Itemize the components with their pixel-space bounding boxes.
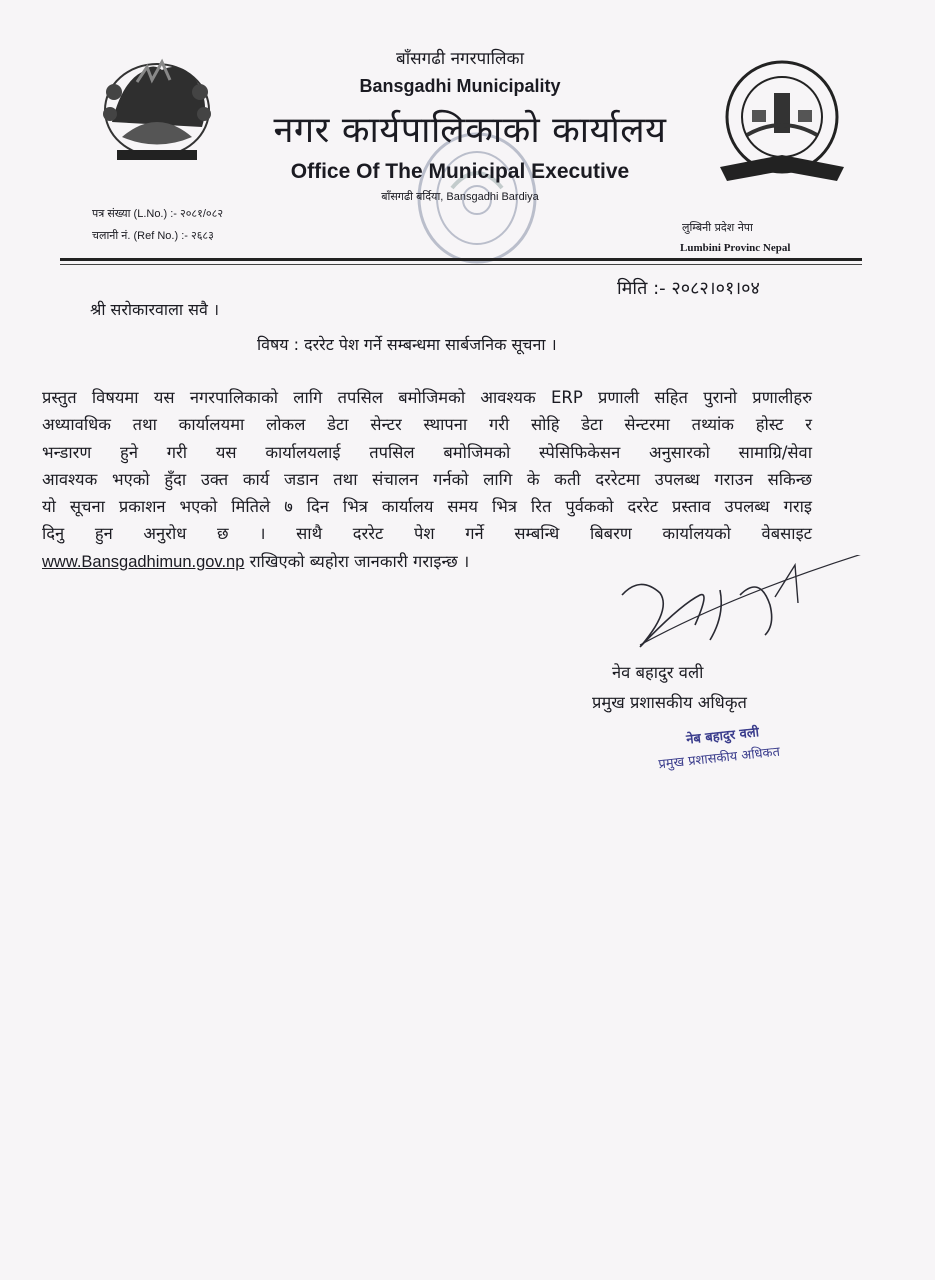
letter-number: पत्र संख्या (L.No.) :- २०८१/०८२ <box>92 208 224 220</box>
municipality-name-en: Bansgadhi Municipality <box>359 76 561 96</box>
salutation: श्री सरोकारवाला सवै । <box>90 300 220 319</box>
letter-date: मिति :- २०८२।०१।०४ <box>617 278 760 299</box>
signatory-name: नेव बहादुर वली <box>612 663 704 682</box>
body-line: भन्डारण हुने गरी यस कार्यालयलाई तपसिल बमोजिमको स्पेसिफिकेसन अनुसारको सामाग्रि/सेवा <box>42 442 812 462</box>
closing-text: राखिएको ब्यहोरा जानकारी गराइन्छ । <box>244 551 470 571</box>
office-title-en: Office Of The Municipal Executive <box>290 160 630 183</box>
province-name-np: लुम्बिनी प्रदेश नेपा <box>682 221 753 234</box>
province-name-en: Lumbini Provinc Nepal <box>680 242 791 254</box>
stamp-name: नेब बहादुर वली <box>685 725 760 748</box>
office-address: बाँसगढी बर्दिया, Bansgadhi Bardiya <box>381 191 539 203</box>
header-divider-thin <box>60 264 862 265</box>
office-title-np: नगर कार्यपालिकाको कार्यालय <box>273 110 667 151</box>
letter-body <box>42 384 812 576</box>
body-line: यो सूचना प्रकाशन भएको मितिले ७ दिन भित्र कार्यालय समय भित्र रित पुर्वकको दररेट प्रस्ताव उपलब्ध गराइ <box>42 497 812 517</box>
municipality-name-np: बाँसगढी नगरपालिका <box>396 49 524 69</box>
reference-number: चलानी नं. (Ref No.) :- २६८३ <box>92 230 214 242</box>
signatory-title: प्रमुख प्रशासकीय अधिकृत <box>592 693 747 712</box>
signature-icon <box>600 555 930 665</box>
body-line: दिनु हुन अनुरोध छ । साथै दररेट पेश गर्ने सम्बन्धि बिबरण कार्यालयको वेबसाइट <box>42 524 812 544</box>
website-link[interactable]: www.Bansgadhimun.gov.np <box>42 552 245 571</box>
body-line: आवश्यक भएको हुँदा उक्त कार्य जडान तथा संचालन गर्नको लागि के कती दररेटमा उपलब्ध गराउन सकिन्छ <box>42 469 812 489</box>
municipality-seal-icon <box>712 55 852 195</box>
stamp-title: प्रमुख प्रशासकीय अधिकत <box>657 744 781 773</box>
body-line: प्रस्तुत विषयमा यस नगरपालिकाको लागि तपसिल बमोजिमको आवश्यक ERP प्रणाली सहित पुरानो प्रणालीहरु <box>42 388 812 407</box>
subject-line: विषय : दररेट पेश गर्ने सम्बन्धमा सार्बजनिक सूचना । <box>257 335 557 354</box>
body-line: अध्यावधिक तथा कार्यालयमा लोकल डेटा सेन्टर स्थापना गरी सोहि डेटा सेन्टरमा तथ्यांक होस्ट र <box>42 415 812 435</box>
nepal-emblem-icon <box>92 52 222 167</box>
header-divider <box>60 258 862 261</box>
